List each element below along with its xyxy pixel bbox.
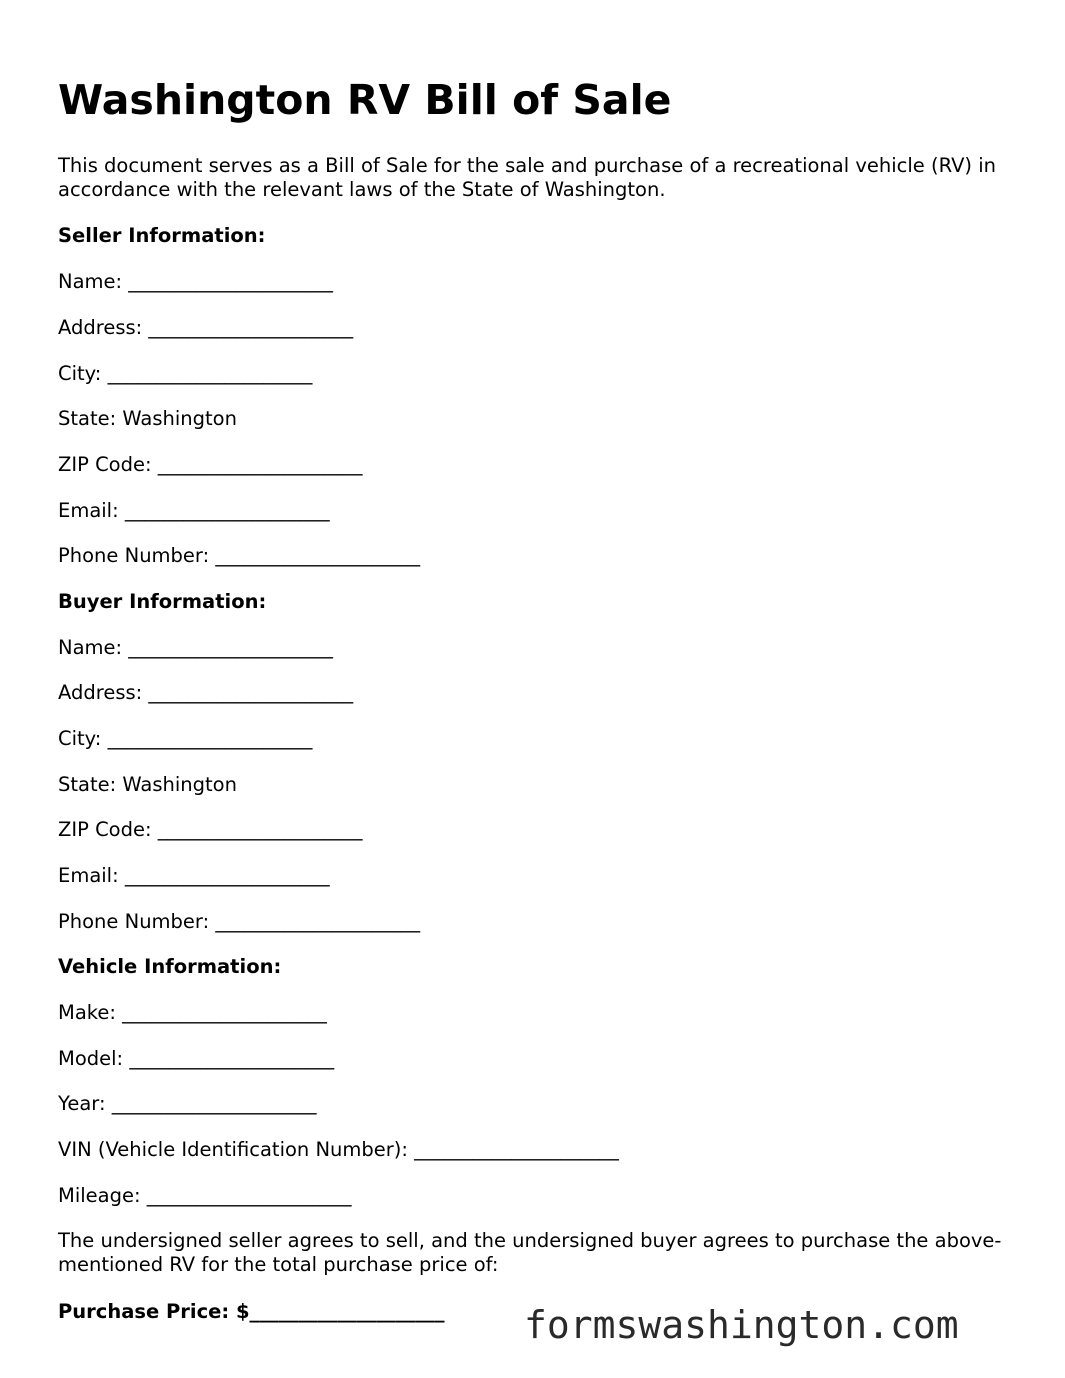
- vehicle-make-field[interactable]: Make: _____________________: [58, 1001, 327, 1024]
- vehicle-heading: Vehicle Information:: [58, 955, 282, 978]
- buyer-state: State: Washington: [58, 773, 237, 796]
- seller-email-field[interactable]: Email: _____________________: [58, 499, 330, 522]
- vehicle-year-field[interactable]: Year: _____________________: [58, 1092, 317, 1115]
- seller-phone-field[interactable]: Phone Number: _____________________: [58, 544, 421, 567]
- seller-heading: Seller Information:: [58, 224, 266, 247]
- seller-address-field[interactable]: Address: _____________________: [58, 316, 354, 339]
- seller-city-field[interactable]: City: _____________________: [58, 362, 313, 385]
- buyer-zip-field[interactable]: ZIP Code: _____________________: [58, 818, 363, 841]
- buyer-city-field[interactable]: City: _____________________: [58, 727, 313, 750]
- intro-paragraph: This document serves as a Bill of Sale for the sale and purchase of a recreational vehicle (RV) in accordance with the relevant laws of the State of Washington.: [58, 154, 997, 201]
- seller-state: State: Washington: [58, 407, 237, 430]
- vehicle-mileage-field[interactable]: Mileage: _____________________: [58, 1184, 352, 1207]
- buyer-name-field[interactable]: Name: _____________________: [58, 636, 334, 659]
- purchase-price-field[interactable]: Purchase Price: $____________________: [58, 1300, 445, 1323]
- site-watermark: formswashington.com: [524, 1303, 959, 1347]
- buyer-address-field[interactable]: Address: _____________________: [58, 681, 354, 704]
- buyer-email-field[interactable]: Email: _____________________: [58, 864, 330, 887]
- seller-name-field[interactable]: Name: _____________________: [58, 270, 334, 293]
- vehicle-model-field[interactable]: Model: _____________________: [58, 1047, 335, 1070]
- document-title: Washington RV Bill of Sale: [58, 76, 672, 124]
- vehicle-vin-field[interactable]: VIN (Vehicle Identification Number): _____________________: [58, 1138, 619, 1161]
- seller-zip-field[interactable]: ZIP Code: _____________________: [58, 453, 363, 476]
- agreement-paragraph: The undersigned seller agrees to sell, and the undersigned buyer agrees to purchase the above-mentioned RV for the total purchase price of:: [58, 1229, 1002, 1276]
- buyer-heading: Buyer Information:: [58, 590, 267, 613]
- buyer-phone-field[interactable]: Phone Number: _____________________: [58, 910, 421, 933]
